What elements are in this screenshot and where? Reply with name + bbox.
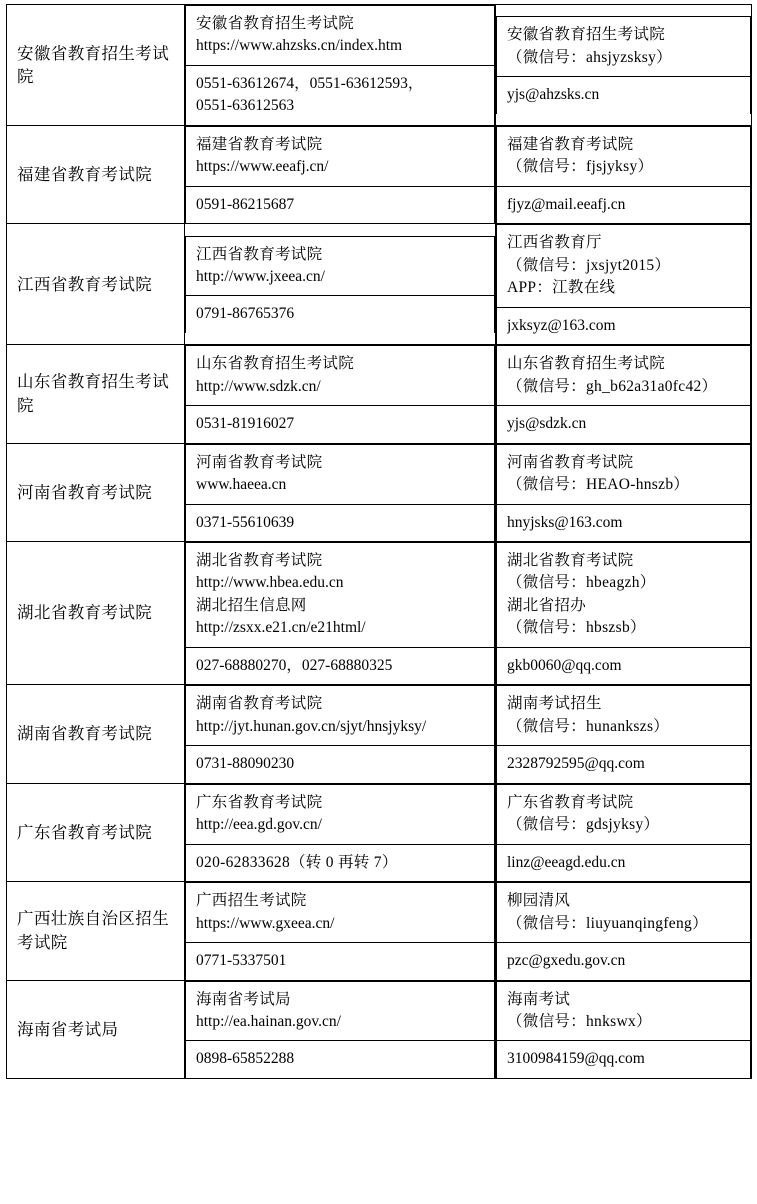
social-account-line: 河南省教育考试院: [507, 453, 634, 471]
social-account: [497, 883, 750, 942]
email: [497, 187, 750, 223]
social-account: [497, 346, 750, 405]
phone: [186, 1041, 494, 1077]
social-account-line: 海南考试: [507, 990, 571, 1008]
table-row: [7, 685, 752, 783]
org-name-cell: [7, 541, 185, 684]
social-account-line: 湖南考试招生: [507, 695, 602, 713]
website-line: 安徽省教育招生考试院: [196, 15, 355, 32]
email: [497, 845, 750, 881]
website-line: https://www.ahzsks.cn/index.htm: [196, 37, 403, 55]
website-cell: [185, 685, 496, 783]
email-line: jxksyz@163.com: [507, 316, 616, 334]
social-account: [497, 686, 750, 745]
org-name-cell: [7, 125, 185, 223]
website-line: http://ea.hainan.gov.cn/: [196, 1013, 341, 1030]
table-row: [7, 5, 752, 126]
social-account: [497, 225, 750, 306]
website-cell: [185, 783, 496, 881]
website-cell: [185, 5, 496, 126]
phone-line: 0771-5337501: [196, 952, 287, 970]
website-line: 广西招生考试院: [196, 892, 307, 910]
phone: [186, 406, 494, 442]
website-cell: [185, 224, 496, 345]
social-account-line: 柳园清风: [507, 892, 571, 910]
email: [497, 943, 750, 979]
org-name-label: 江西省教育考试院: [17, 274, 153, 294]
social-account-line: （微信号：jxsjyt2015）: [507, 256, 671, 274]
phone: [186, 845, 494, 881]
org-name-label: 海南省考试局: [17, 1019, 119, 1039]
table-row: [7, 125, 752, 223]
website-line: 福建省教育考试院: [196, 135, 323, 153]
website: [186, 686, 494, 745]
phone: [186, 746, 494, 782]
org-name-label: 广东省教育考试院: [17, 822, 153, 842]
org-name-cell: [7, 685, 185, 783]
social-account-line: （微信号：hunankszs）: [507, 717, 670, 735]
email: [497, 648, 750, 684]
website-line: https://www.gxeea.cn/: [196, 914, 335, 932]
website-line: http://jyt.hunan.gov.cn/sjyt/hnsjyksy/: [196, 717, 427, 735]
table-row: [7, 224, 752, 345]
phone-line: 0591-86215687: [196, 195, 295, 213]
social-account-cell: [496, 345, 752, 443]
email-line: hnyjsks@163.com: [507, 513, 623, 531]
social-account-line: 山东省教育招生考试院: [507, 355, 666, 373]
social-account-line: （微信号：gdsjyksy）: [507, 816, 660, 834]
phone-line: 0371-55610639: [196, 513, 295, 531]
website-line: http://zsxx.e21.cn/e21html/: [196, 619, 366, 637]
email: [497, 1041, 750, 1077]
social-account-cell: [496, 541, 752, 684]
email: [497, 505, 750, 541]
website-line: http://www.sdzk.cn/: [196, 377, 321, 395]
phone: [186, 66, 494, 125]
website-line: 广东省教育考试院: [196, 793, 323, 811]
org-name-label: 河南省教育考试院: [17, 482, 153, 502]
website-cell: [185, 125, 496, 223]
email-line: yjs@sdzk.cn: [507, 415, 587, 433]
org-name-cell: [7, 224, 185, 345]
org-name-label: 广西壮族自治区招生考试院: [17, 909, 170, 952]
email-line: pzc@gxedu.gov.cn: [507, 952, 626, 970]
website-cell: [185, 345, 496, 443]
social-account: [497, 785, 750, 844]
email: [497, 77, 750, 113]
phone: [186, 187, 494, 223]
email-line: 2328792595@qq.com: [507, 755, 645, 773]
website: [186, 127, 494, 186]
phone-line: 0731-88090230: [196, 755, 295, 773]
website: [186, 6, 494, 65]
table-row: [7, 443, 752, 541]
phone: [186, 648, 494, 684]
website: [186, 237, 494, 296]
social-account-cell: [496, 685, 752, 783]
org-name-cell: [7, 443, 185, 541]
table-row: [7, 980, 752, 1078]
website-cell: [185, 443, 496, 541]
email-line: linz@eeagd.edu.cn: [507, 853, 626, 871]
table-row: [7, 345, 752, 443]
org-name-label: 福建省教育考试院: [17, 164, 153, 184]
website: [186, 543, 494, 647]
social-account-line: 江西省教育厅: [507, 234, 602, 252]
social-account-line: （微信号：HEAO-hnszb）: [507, 476, 690, 494]
website: [186, 982, 494, 1041]
website-line: 江西省教育考试院: [196, 245, 323, 263]
website-cell: [185, 980, 496, 1078]
table-row: [7, 783, 752, 881]
email: [497, 406, 750, 442]
org-name-cell: [7, 345, 185, 443]
social-account-line: 安徽省教育招生考试院: [507, 26, 666, 44]
social-account-line: APP：江教在线: [507, 279, 616, 297]
social-account-cell: [496, 5, 752, 126]
website-cell: [185, 541, 496, 684]
email: [497, 746, 750, 782]
org-name-cell: [7, 5, 185, 126]
social-account-line: （微信号：gh_b62a31a0fc42）: [507, 377, 718, 395]
social-account-cell: [496, 980, 752, 1078]
website-line: 海南省考试局: [196, 990, 291, 1008]
website: [186, 883, 494, 942]
website-line: 河南省教育考试院: [196, 453, 323, 471]
website-line: www.haeea.cn: [196, 476, 287, 494]
email-line: 3100984159@qq.com: [507, 1050, 645, 1068]
website-line: 湖北省教育考试院: [196, 551, 323, 569]
phone: [186, 943, 494, 979]
org-name-label: 安徽省教育招生考试院: [17, 43, 170, 86]
provincial-exam-authority-contact-table: [6, 4, 752, 1079]
table-row: [7, 882, 752, 980]
website: [186, 785, 494, 844]
phone-line: 0551-63612563: [196, 97, 295, 115]
email-line: yjs@ahzsks.cn: [507, 86, 600, 104]
email: [497, 308, 750, 344]
social-account: [497, 17, 750, 76]
social-account-line: 湖北省招办: [507, 596, 587, 614]
social-account-line: （微信号：hbszsb）: [507, 619, 646, 637]
website-line: https://www.eeafj.cn/: [196, 158, 329, 176]
org-name-label: 湖北省教育考试院: [17, 603, 153, 623]
social-account-cell: [496, 783, 752, 881]
phone-line: 0551-63612674，0551-63612593，: [196, 74, 424, 92]
phone-line: 020-62833628（转 0 再转 7）: [196, 853, 398, 871]
website-line: http://eea.gd.gov.cn/: [196, 816, 322, 834]
social-account-line: （微信号：hnkswx）: [507, 1013, 652, 1030]
social-account-cell: [496, 224, 752, 345]
phone: [186, 505, 494, 541]
social-account-cell: [496, 882, 752, 980]
website-line: http://www.hbea.edu.cn: [196, 574, 344, 592]
org-name-cell: [7, 980, 185, 1078]
org-name-cell: [7, 783, 185, 881]
org-name-label: 湖南省教育考试院: [17, 724, 153, 744]
social-account-line: （微信号：liuyuanqingfeng）: [507, 914, 708, 932]
social-account-line: （微信号：hbeagzh）: [507, 574, 656, 592]
social-account-line: （微信号：fjsjyksy）: [507, 158, 654, 176]
website: [186, 346, 494, 405]
social-account-line: 广东省教育考试院: [507, 793, 634, 811]
website-cell: [185, 882, 496, 980]
website-line: 山东省教育招生考试院: [196, 355, 355, 373]
social-account: [497, 445, 750, 504]
phone-line: 0791-86765376: [196, 305, 295, 323]
phone-line: 0531-81916027: [196, 415, 295, 433]
website-line: http://www.jxeea.cn/: [196, 267, 325, 285]
website-line: 湖南省教育考试院: [196, 695, 323, 713]
table-row: [7, 541, 752, 684]
social-account: [497, 127, 750, 186]
social-account: [497, 982, 750, 1041]
social-account-line: 湖北省教育考试院: [507, 551, 634, 569]
social-account: [497, 543, 750, 647]
social-account-cell: [496, 125, 752, 223]
social-account-line: 福建省教育考试院: [507, 135, 634, 153]
website: [186, 445, 494, 504]
org-name-cell: [7, 882, 185, 980]
email-line: fjyz@mail.eeafj.cn: [507, 195, 626, 213]
org-name-label: 山东省教育招生考试院: [17, 372, 170, 415]
email-line: gkb0060@qq.com: [507, 656, 622, 674]
phone-line: 0898-65852288: [196, 1050, 295, 1068]
social-account-line: （微信号：ahsjyzsksy）: [507, 48, 672, 66]
phone-line: 027-68880270，027-68880325: [196, 656, 393, 674]
website-line: 湖北招生信息网: [196, 596, 307, 614]
social-account-cell: [496, 443, 752, 541]
phone: [186, 296, 494, 332]
